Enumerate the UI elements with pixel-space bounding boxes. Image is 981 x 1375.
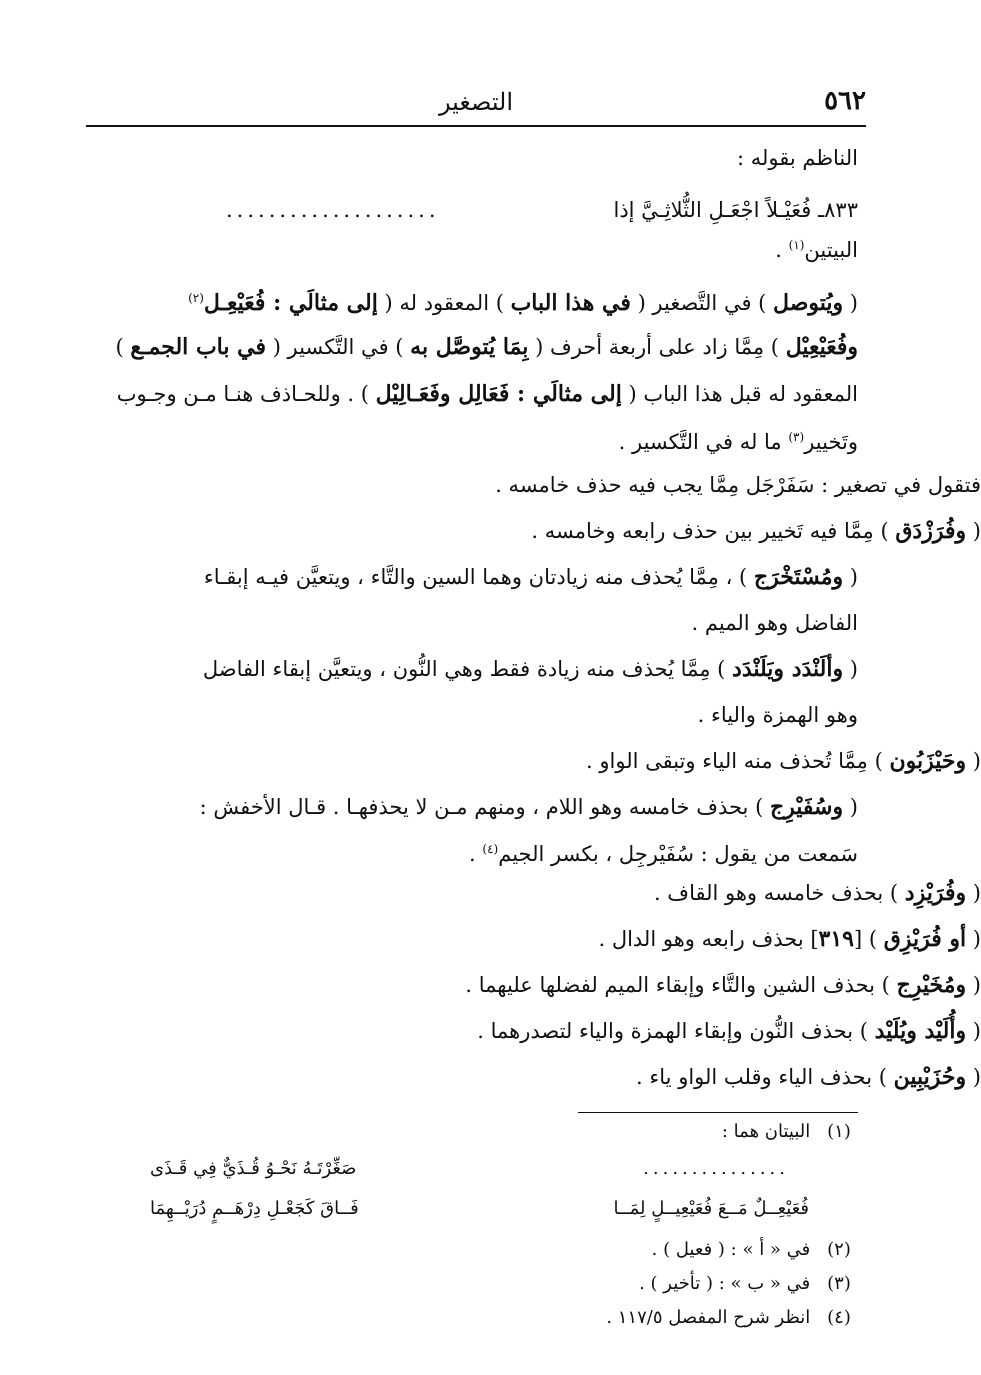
line-text: ) بحذف النُّون وإبقاء الهمزة والياء لتصدرهما . bbox=[477, 1019, 875, 1043]
line-text: ) . وللحـاذف هنـا مـن وجـوب bbox=[116, 382, 376, 406]
footnote-text: البيتان هما : bbox=[721, 1121, 811, 1142]
footnote-number: (١) bbox=[827, 1121, 851, 1142]
text-line bbox=[209, 1016, 981, 1046]
footnote-text: في « أ » : ( فعيل ) . bbox=[651, 1239, 811, 1260]
matn-text: إلى مثالَي : فُعَيْعِـل bbox=[203, 290, 378, 316]
footnote-text: انظر شرح المفصل ١١٧/٥ . bbox=[606, 1307, 811, 1328]
matn-text: ويُتوصل bbox=[773, 290, 844, 316]
manuscript-folio: ٣١٩ bbox=[818, 926, 854, 952]
footnote-ref: (٣) bbox=[788, 430, 805, 444]
line-text: ) بحذف الشين والتَّاء وإبقاء الميم لفضلها عليهما . bbox=[465, 973, 897, 997]
text-line bbox=[209, 516, 981, 546]
running-title: التصغير bbox=[438, 88, 514, 116]
verse-ellipsis: .................... bbox=[226, 198, 440, 222]
text-line bbox=[86, 792, 858, 822]
line-text: ] بحذف رابعه وهو الدال . bbox=[598, 927, 819, 951]
page-number: ٥٦٢ bbox=[824, 86, 866, 116]
text-line bbox=[209, 470, 981, 500]
matn-text: وفُرَزْدَق bbox=[895, 518, 967, 544]
matn-text: ومُسْتَخْرَج bbox=[753, 564, 844, 590]
text-line bbox=[86, 562, 858, 592]
matn-text: وألَنْدَد ويَلَنْدَد bbox=[732, 656, 844, 682]
footnote-ref: (٢) bbox=[188, 291, 204, 305]
line-text: ( bbox=[966, 749, 981, 773]
footnote-number: (٢) bbox=[827, 1239, 851, 1260]
text-line bbox=[86, 143, 858, 173]
text-line bbox=[86, 230, 858, 265]
line-text: ) [ bbox=[853, 927, 884, 951]
footnote-4 bbox=[86, 1304, 862, 1332]
line-text: ) في التَّكسير ( bbox=[266, 335, 411, 359]
verse-line bbox=[86, 195, 858, 225]
line-text: ( bbox=[843, 657, 858, 681]
line-text: ) بحذف خامسه وهو اللام ، ومنهم مـن لا يحذفهـا . قـال الأخفش : bbox=[199, 795, 770, 819]
footnote-1 bbox=[86, 1118, 862, 1146]
footnote-ref: (١) bbox=[788, 238, 805, 252]
line-text: ) بحذف الياء وقلب الواو ياء . bbox=[636, 1065, 894, 1089]
matn-text: وأُلَيْد ويُلَيْد bbox=[874, 1018, 967, 1044]
page-header bbox=[86, 86, 866, 122]
line-text: ) مِمَّا زاد على أربعة أحرف ( bbox=[528, 335, 786, 359]
matn-text: وفُعَيْعِيْل bbox=[785, 334, 858, 360]
line-text: ( bbox=[966, 519, 981, 543]
text-line bbox=[209, 1062, 981, 1092]
line-text: ( bbox=[843, 291, 858, 315]
matn-text: وفُرَيْزِد bbox=[904, 880, 967, 906]
matn-text: وسُفَيْرِج bbox=[769, 794, 844, 820]
text-line bbox=[209, 924, 981, 954]
footnote-number: (٣) bbox=[827, 1273, 851, 1294]
footnote-3 bbox=[86, 1270, 862, 1298]
line-text: المعقود له قبل هذا الباب ( bbox=[621, 382, 858, 406]
line-text: فتقول في تصغير : سَفَرْجَل مِمَّا يجب فيه حذف خامسه . bbox=[495, 473, 981, 497]
text-line bbox=[209, 970, 981, 1000]
line-text: ما له في التَّكسير . bbox=[618, 430, 789, 454]
text-line bbox=[86, 654, 858, 684]
text-line bbox=[209, 878, 981, 908]
line-text: . bbox=[469, 842, 483, 866]
text-line bbox=[86, 332, 858, 362]
text-line bbox=[86, 700, 858, 730]
line-text: ) بحذف خامسه وهو القاف . bbox=[653, 881, 905, 905]
line-text: ( bbox=[966, 1019, 981, 1043]
footnote-text: في « ب » : ( تأخير ) . bbox=[639, 1273, 811, 1294]
line-text: ( bbox=[966, 927, 981, 951]
matn-text: ومُخَيْرِج bbox=[896, 972, 967, 998]
line-text: وتَخيير bbox=[804, 430, 858, 454]
matn-text: أو فُرَيْزِق bbox=[883, 926, 967, 952]
matn-text: وحُزَيْبِين bbox=[893, 1064, 967, 1090]
line-text: ) مِمَّا يُحذف منه زيادة فقط وهي النُّون ، ويتعيَّن إبقاء الفاضل bbox=[202, 657, 733, 681]
footnote-number: (٤) bbox=[827, 1307, 851, 1328]
matn-text: إلى مثالَي : فَعَالِل وفَعَـالِيْل bbox=[375, 381, 622, 407]
line-text: ( bbox=[966, 881, 981, 905]
footnote-rule bbox=[578, 1112, 858, 1113]
line-text: ) في التَّصغير ( bbox=[630, 291, 774, 315]
line-text: ) bbox=[115, 335, 131, 359]
text-line bbox=[86, 608, 858, 638]
line-text: سَمعت من يقول : سُفَيْرجِل ، بكسر الجيم bbox=[498, 842, 858, 866]
matn-text: في باب الجمـع bbox=[130, 334, 267, 360]
line-text: . bbox=[775, 238, 789, 262]
text-line bbox=[86, 379, 858, 409]
line-text: ) المعقود له ( bbox=[377, 291, 511, 315]
text-line bbox=[86, 283, 858, 318]
matn-text: بِمَا يُتوصَّل به bbox=[410, 334, 529, 360]
footnote-verse-hemistich: صَغِّرْتَـهُ نَحْـوُ قُـذَيٌّ فِي قَـذَى bbox=[150, 1158, 357, 1179]
text-line bbox=[86, 422, 858, 457]
verse-text: ٨٣٣ـ فُعَيْـلاً اجْعَـلِ الثُّلاثِـيَّ إذا bbox=[613, 198, 858, 222]
line-text: وهو الهمزة والياء . bbox=[697, 703, 858, 727]
footnote-verse-hemistich: فُعَيْعِــلٌ مَــعَ فُعَيْعِيــلٍ لِمَــا bbox=[613, 1198, 809, 1219]
line-text: ( bbox=[966, 1065, 981, 1089]
line-text: البيتين bbox=[804, 238, 858, 262]
line-text: ( bbox=[966, 973, 981, 997]
text-line bbox=[86, 834, 858, 869]
line-text: ( bbox=[843, 795, 858, 819]
matn-text: وحَيْزَبُون bbox=[889, 748, 967, 774]
line-text: الفاضل وهو الميم . bbox=[691, 611, 858, 635]
line-text: ) مِمَّا تُحذف منه الياء وتبقى الواو . bbox=[586, 749, 890, 773]
header-rule bbox=[86, 125, 866, 127]
footnote-verse-hemistich: ............... bbox=[643, 1158, 789, 1179]
text-line bbox=[209, 746, 981, 776]
matn-text: في هذا الباب bbox=[510, 290, 631, 316]
line-text: ) مِمَّا فيه تَخيير بين حذف رابعه وخامسه . bbox=[531, 519, 896, 543]
line-text: ( bbox=[843, 565, 858, 589]
footnote-verse-hemistich: فَــاقَ كَجَعْـلِ دِرْهَــمٍ دُرَيْــهِمَا bbox=[150, 1198, 359, 1219]
footnote-ref: (٤) bbox=[482, 842, 499, 856]
footnote-2 bbox=[86, 1236, 862, 1264]
line-text: الناظم بقوله : bbox=[736, 146, 858, 170]
line-text: ) ، مِمَّا يُحذف منه زيادتان وهما السين والتَّاء ، ويتعيَّن فيـه إبقـاء bbox=[203, 565, 754, 589]
